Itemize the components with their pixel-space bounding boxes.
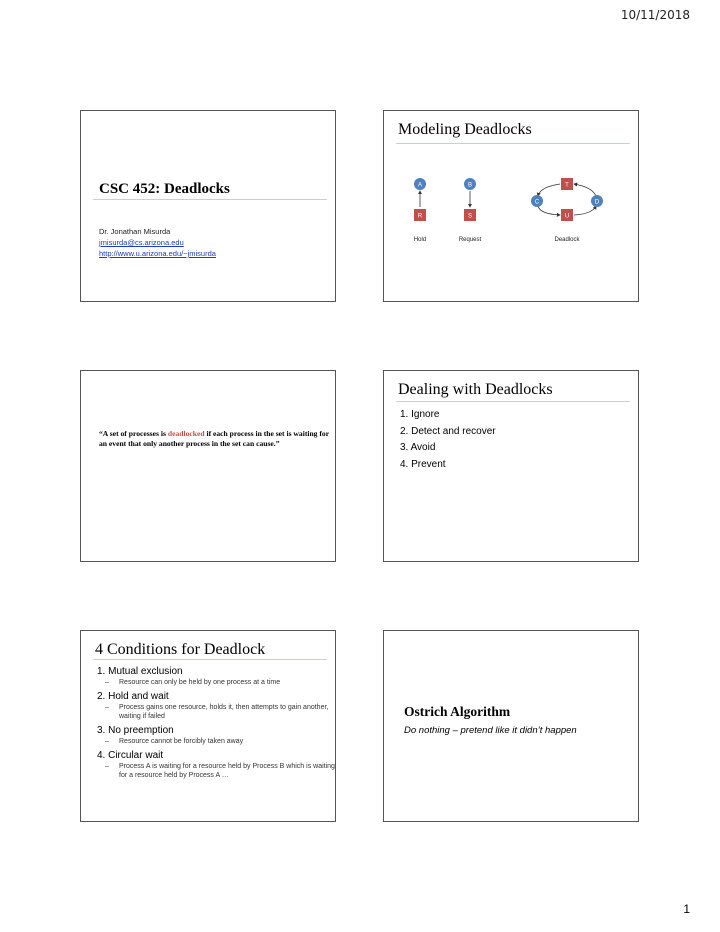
slide-dealing-with-deadlocks [383,370,639,562]
process-label-b: B [467,182,473,189]
resource-allocation-diagram [384,111,640,303]
list-item [97,724,335,746]
deadlock-edge-c-u [538,206,560,215]
slide-deadlock-definition [80,370,336,562]
list-item [97,690,335,721]
slide-modeling-deadlocks [383,110,639,302]
resource-label-u: U [564,213,570,220]
condition-description: – Resource can only be held by one process at a time [105,679,281,686]
title-divider [396,401,630,402]
slide-conditions-for-deadlock [80,630,336,822]
condition-label: 1. Mutual exclusion [97,666,183,677]
list-item [97,749,335,780]
slide-ostrich-algorithm [383,630,639,822]
resource-label-t: T [565,182,569,189]
author-url-link[interactable]: http://www.u.arizona.edu/~jmisurda [99,249,216,258]
presentation-title: CSC 452: Deadlocks [99,181,230,197]
caption-hold: Hold [413,237,427,243]
list-item: 4. Prevent [400,458,446,470]
quote-text: “A set of processes is [99,429,168,438]
strategy-list [400,407,496,473]
condition-description: – Process A is waiting for a resource held by Process B which is waiting for a resource held by Process A … [105,763,335,779]
slide-subtitle: Do nothing – pretend like it didn’t happen [404,725,577,736]
conditions-list [97,665,335,783]
quote-text: if each process in the set is waiting for an event that only another process in the set can cause.” [99,429,329,448]
list-item: 1. Ignore [400,409,440,420]
resource-label-r: R [417,213,423,220]
quote-highlight: deadlocked [167,429,205,438]
caption-deadlock: Deadlock [554,237,580,243]
slide-title: Ostrich Algorithm [404,704,511,719]
list-item [97,665,335,687]
deadlock-edge-u-d [574,206,596,215]
condition-label: 3. No preemption [97,725,174,736]
resource-label-s: S [467,213,473,220]
process-label-d: D [594,199,600,206]
caption-request: Request [458,237,482,243]
slide-title: 4 Conditions for Deadlock [95,641,266,658]
condition-label: 2. Hold and wait [97,691,169,702]
condition-description: – Resource cannot be forcibly taken away [105,738,244,745]
title-divider [93,199,327,200]
list-item: 2. Detect and recover [400,425,496,437]
deadlock-edge-t-c [538,184,560,196]
condition-description: – Process gains one resource, holds it, then attempts to gain another, waiting if failed [105,704,329,720]
title-divider [93,659,327,660]
slide-title-page [80,110,336,302]
condition-label: 4. Circular wait [97,750,164,761]
author-email-link[interactable]: jmisurda@cs.arizona.edu [99,238,184,247]
page-number: 1 [683,902,690,916]
author-name: Dr. Jonathan Misurda [99,227,171,236]
list-item: 3. Avoid [400,442,436,453]
page-date: 10/11/2018 [620,8,690,22]
slide-title: Modeling Deadlocks [398,121,532,138]
process-label-a: A [417,182,423,189]
deadlock-definition-quote [99,429,329,449]
process-label-c: C [534,199,540,206]
deadlock-edge-d-t [574,184,596,196]
slide-title: Dealing with Deadlocks [398,381,553,398]
